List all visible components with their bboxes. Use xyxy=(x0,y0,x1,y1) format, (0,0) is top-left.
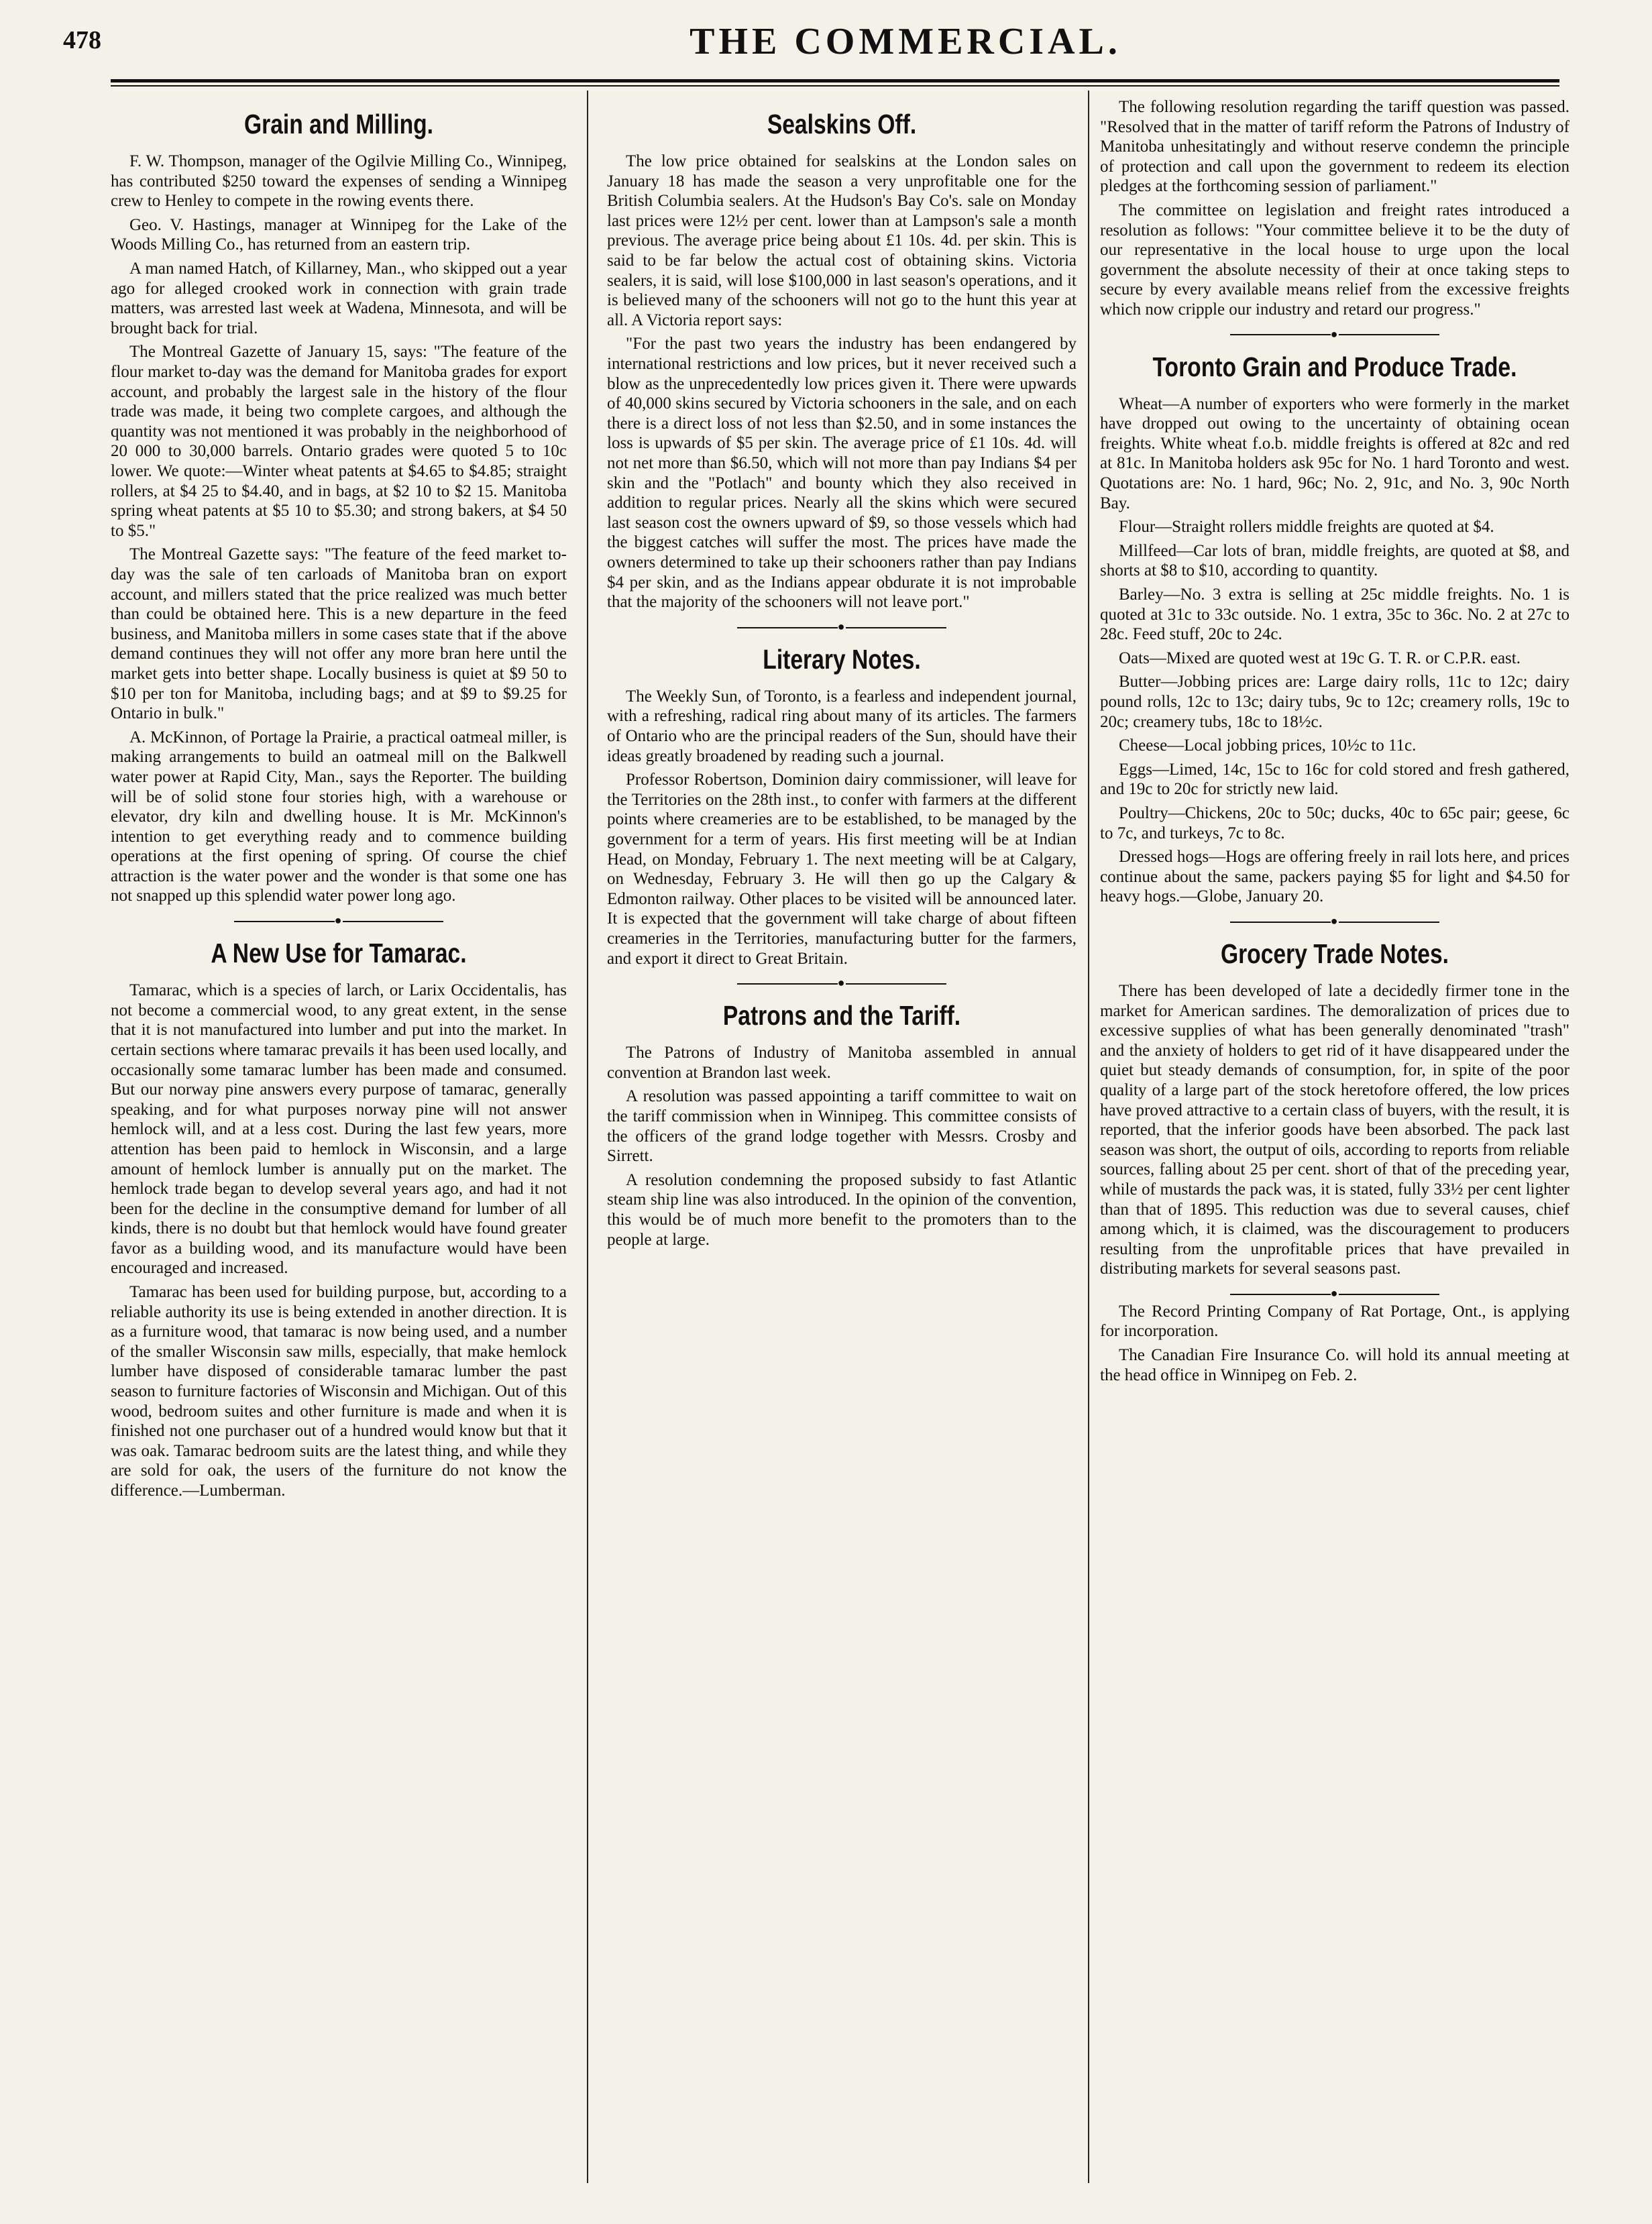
article-toronto-grain-and-produce-trade xyxy=(1100,352,1570,907)
section-separator: ● xyxy=(607,620,1077,632)
masthead-title: THE COMMERCIAL. xyxy=(690,21,1121,62)
headline: Grain and Milling. xyxy=(243,109,434,140)
column-1 xyxy=(111,97,567,2197)
column-2 xyxy=(607,97,1077,2197)
paragraph: Dressed hogs—Hogs are offering freely in rail lots here, and prices continue about the same, packers paying $5 for light and $4.50 for heavy hogs.—Globe, January 20. xyxy=(1100,848,1570,906)
paragraph: F. W. Thompson, manager of the Ogilvie Milling Co., Winnipeg, has contributed $250 toward the expenses of sending a Winnipeg crew to Henley to compete in the rowing events there. xyxy=(111,152,567,211)
paragraph: Butter—Jobbing prices are: Large dairy rolls, 11c to 12c; dairy pound rolls, 12c to 13c; dairy tubs, 9c to 12c; creamery rolls, 19c to 20c; creamery tubs, 18c to 18½c. xyxy=(1100,673,1570,731)
paragraph: Poultry—Chickens, 20c to 50c; ducks, 40c to 65c pair; geese, 6c to 7c, and turkeys, 7c to 8c. xyxy=(1100,803,1570,842)
column-divider xyxy=(1088,91,1089,2183)
headline: A New Use for Tamarac. xyxy=(211,938,467,969)
article-grain-and-milling xyxy=(111,109,567,906)
section-separator: ● xyxy=(607,977,1077,989)
paragraph: A man named Hatch, of Killarney, Man., who skipped out a year ago for alleged crooked work in connection with grain trade matters, was arrested last week at Wadena, Minnesota, and will be brought back for trial. xyxy=(111,260,567,337)
headline: Patrons and the Tariff. xyxy=(722,1000,961,1032)
paragraph: Professor Robertson, Dominion dairy commissioner, will leave for the Territories on the 28th inst., to confer with farmers at the different points where creameries are to be established, to be managed by the government for a term of years. His first meeting will be at Indian Head, on Monday, February 1. The next meeting will be at Calgary, on Wednesday, February 3. He will then go up the Calgary & Edmonton railway. Other places to be visited will be announced later. It is expected that the government will take charge of about fifteen creameries in the Territories, manufacturing butter for the farmers, and export it direct to Great Britain. xyxy=(607,771,1077,968)
page-number: 478 xyxy=(63,26,101,54)
headline: Grocery Trade Notes. xyxy=(1220,938,1449,969)
paragraph: There has been developed of late a decidedly firmer tone in the market for American sardines. The demoralization of prices due to excessive supplies of what has been generally denominated "trash" and the anxiety of holders to get rid of it have disappeared under the quiet but steady demands of consumption, for, in spite of the poor quality of a large part of the stock heretofore offered, the low prices have proved attractive to a certain class of buyers, with the result, it is reported, that the inferior goods have been absorbed. The pack last season was short, the output of oils, according to reports from reliable sources, falling about 25 per cent. short of that of the preceding year, while of mustards the pack was, it is stated, fully 33½ per cent lighter than that of 1895. This reduction was due to several causes, chief among which, it is claimed, was the discouragement to producers resulting from the unprofitable prices that have prevailed in distributing markets for several seasons past. xyxy=(1100,981,1570,1278)
paragraph: The Montreal Gazette says: "The feature of the feed market to-day was the sale of ten carloads of Manitoba bran on export account, and millers stated that the price realized was much better than could be obtained here. This is a new departure in the feed business, and Manitoba millers in some cases state that if the above demand continues they will not offer any more bran here until the market gets into better shape. Locally business is quiet at $9 50 to $10 per ton for Manitoba, including bags; and at $9 to $9.25 for Ontario in bulk." xyxy=(111,545,567,723)
column-3 xyxy=(1100,97,1570,2197)
paragraph: "For the past two years the industry has been endangered by international restrictions and low prices, but it never received such a blow as the unprecedentedly low prices given it. There were upwards of 40,000 skins secured by Victoria schooners in the sale, and on each there is a direct loss of not less than $2.50, and in some instances the loss is upwards of $5 per skin. The average price of £1 10s. 4d. will not net more than $6.50, which will not more than pay Indians $4 per skin and the "Potlach" and bounty which they also received in addition to regular prices. Nearly all the skins which were secured last season cost the owners upward of $9, so those vessels which had the biggest catches will suffer the most. The prices have made the owners determined to take up their schooners rather than pay Indians $4 per skin, and as the Indians appear obdurate it is not improbable that the majority of the schooners will not leave port." xyxy=(607,335,1077,612)
paragraph: Tamarac, which is a species of larch, or Larix Occidentalis, has not become a commercial wood, to any great extent, in the sense that it is not manufactured into lumber and put into the market. In certain sections where tamarac prevails it has been used locally, and occasionally some tamarac lumber has been made and consumed. But our norway pine answers every purpose of tamarac, generally speaking, and for what purposes norway pine will not answer hemlock will, and at a less cost. During the last few years, more attention has been paid to hemlock in Wisconsin, and a large amount of hemlock lumber is annually put on the market. The hemlock trade began to develop several years ago, and had it not been for the decline in the consumptive demand for lumber of all kinds, there is no doubt but that hemlock would have found greater favor as a building wood, and its manufacture would have been encouraged and increased. xyxy=(111,981,567,1278)
article-sealskins-off xyxy=(607,109,1077,612)
section-separator: ● xyxy=(1100,915,1570,927)
headline: Sealskins Off. xyxy=(767,109,917,140)
section-separator: ● xyxy=(1100,328,1570,340)
paragraph: The Record Printing Company of Rat Portage, Ont., is applying for incorporation. xyxy=(1100,1302,1570,1341)
paragraph: A resolution was passed appointing a tariff committee to wait on the tariff commission when in Winnipeg. This committee consists of the officers of the grand lodge together with Messrs. Crosby and Sirrett. xyxy=(607,1087,1077,1166)
paragraph: The Montreal Gazette of January 15, says: "The feature of the flour market to-day was the demand for Manitoba grades for export account, and probably the largest sale in the history of the flour trade was made, it being two complete cargoes, and although the quantity was not mentioned it was probably in the neighborhood of 20 000 to 30,000 barrels. Ontario grades were quoted 5 to 10c lower. We quote:—Winter wheat patents at $4.65 to $4.85; straight rollers, at $4 25 to $4.40, and in bags, at $2 10 to $2 15. Manitoba spring wheat patents at $5 10 to $5.30; and strong bakers, at $4 50 to $5." xyxy=(111,343,567,540)
paragraph: The Canadian Fire Insurance Co. will hold its annual meeting at the head office in Winnipeg on Feb. 2. xyxy=(1100,1346,1570,1384)
paragraph: Oats—Mixed are quoted west at 19c G. T. R. or C.P.R. east. xyxy=(1119,649,1521,667)
article-new-use-for-tamarac xyxy=(111,938,567,1501)
section-separator: ● xyxy=(111,914,567,926)
article-literary-notes xyxy=(607,645,1077,968)
headline: Toronto Grain and Produce Trade. xyxy=(1152,351,1517,382)
paragraph: A resolution condemning the proposed subsidy to fast Atlantic steam ship line was also introduced. In the opinion of the convention, this would be of much more benefit to the promoters than to the people at large. xyxy=(607,1170,1077,1249)
paragraph: The Weekly Sun, of Toronto, is a fearless and independent journal, with a refreshing, radical ring about many of its articles. The farmers of Ontario who are the principal readers of the Sun, should have their ideas greatly broadened by reading such a journal. xyxy=(607,687,1077,765)
article-grocery-trade-notes xyxy=(1100,939,1570,1385)
header-rule xyxy=(111,79,1559,87)
paragraph: The following resolution regarding the tariff question was passed. "Resolved that in the matter of tariff reform the Patrons of Industry of Manitoba unhesitatingly and without reserve condemn the principle of protection and call upon the government to redeem its election pledges at the forthcoming session of parliament." xyxy=(1100,98,1570,196)
paragraph: Flour—Straight rollers middle freights are quoted at $4. xyxy=(1119,518,1494,537)
paragraph: A. McKinnon, of Portage la Prairie, a practical oatmeal miller, is making arrangements to build an oatmeal mill on the Balkwell water power at Rapid City, Man., says the Reporter. The building will be of solid stone four stories high, with a warehouse or elevator, dry kiln and dwelling house. It is Mr. McKinnon's intention to get everything ready and to commence building operations at the first opening of spring. Of course the chief attraction is the water power and the wonder is that some one has not snapped up this splendid water power long ago. xyxy=(111,728,567,905)
article-patrons-and-the-tariff-continued xyxy=(1100,97,1570,320)
paragraph: Wheat—A number of exporters who were formerly in the market have dropped out owing to the uncertainty of obtaining ocean freights. White wheat f.o.b. middle freights is offered at 82c and red at 81c. In Manitoba holders ask 95c for No. 1 hard Toronto and west. Quotations are: No. 1 hard, 96c; No. 2, 91c, and No. 3, 90c North Bay. xyxy=(1100,394,1570,512)
section-separator: ● xyxy=(1100,1287,1570,1299)
article-patrons-and-the-tariff xyxy=(607,1001,1077,1249)
paragraph: Cheese—Local jobbing prices, 10½c to 11c. xyxy=(1119,736,1417,755)
paragraph: Millfeed—Car lots of bran, middle freights, are quoted at $8, and shorts at $8 to $10, according to quantity. xyxy=(1100,541,1570,580)
column-divider xyxy=(587,91,588,2183)
paragraph: The Patrons of Industry of Manitoba assembled in annual convention at Brandon last week. xyxy=(607,1044,1077,1082)
paragraph: The low price obtained for sealskins at the London sales on January 18 has made the season a very unprofitable one for the British Columbia sealers. At the Hudson's Bay Co's. sale on Monday last prices were 12½ per cent. lower than at Lampson's sale a month previous. The average price being about £1 10s. 4d. per skin. This is said to be far below the actual cost of obtaining skins. Victoria sealers, it is said, will lose $100,000 in last season's operations, and it is believed many of the schooners will not go to the hunt this year at all. A Victoria report says: xyxy=(607,152,1077,329)
headline: Literary Notes. xyxy=(763,643,921,675)
paragraph: Geo. V. Hastings, manager at Winnipeg for the Lake of the Woods Milling Co., has returned from an eastern trip. xyxy=(111,215,567,254)
paragraph: The committee on legislation and freight rates introduced a resolution as follows: "Your committee believe it to be the duty of our representative in the local house to urge upon the local government the absolute necessity of their at once taking steps to secure by every available means relief from the excessive freights which now cripple our industry and retard our progress." xyxy=(1100,201,1570,319)
paragraph: Eggs—Limed, 14c, 15c to 16c for cold stored and fresh gathered, and 19c to 20c for strictly new laid. xyxy=(1100,760,1570,799)
paragraph: Tamarac has been used for building purpose, but, according to a reliable authority its use is being extended in another direction. It is as a furniture wood, that tamarac is now being used, and a number of the smaller Wisconsin saw mills, especially, that make hemlock lumber have disposed of considerable tamarac lumber the past season to furniture factories of Wisconsin and Michigan. Out of this wood, bedroom suites and other furniture is made and when it is finished not one purchaser out of a hundred would know but that it was oak. Tamarac bedroom suits are the latest thing, and while they are sold for oak, the users of the furniture do not know the difference.—Lumberman. xyxy=(111,1283,567,1500)
paragraph: Barley—No. 3 extra is selling at 25c middle freights. No. 1 is quoted at 31c to 33c outside. No. 1 extra, 35c to 36c. No. 2 at 27c to 28c. Feed stuff, 20c to 24c. xyxy=(1100,585,1570,644)
